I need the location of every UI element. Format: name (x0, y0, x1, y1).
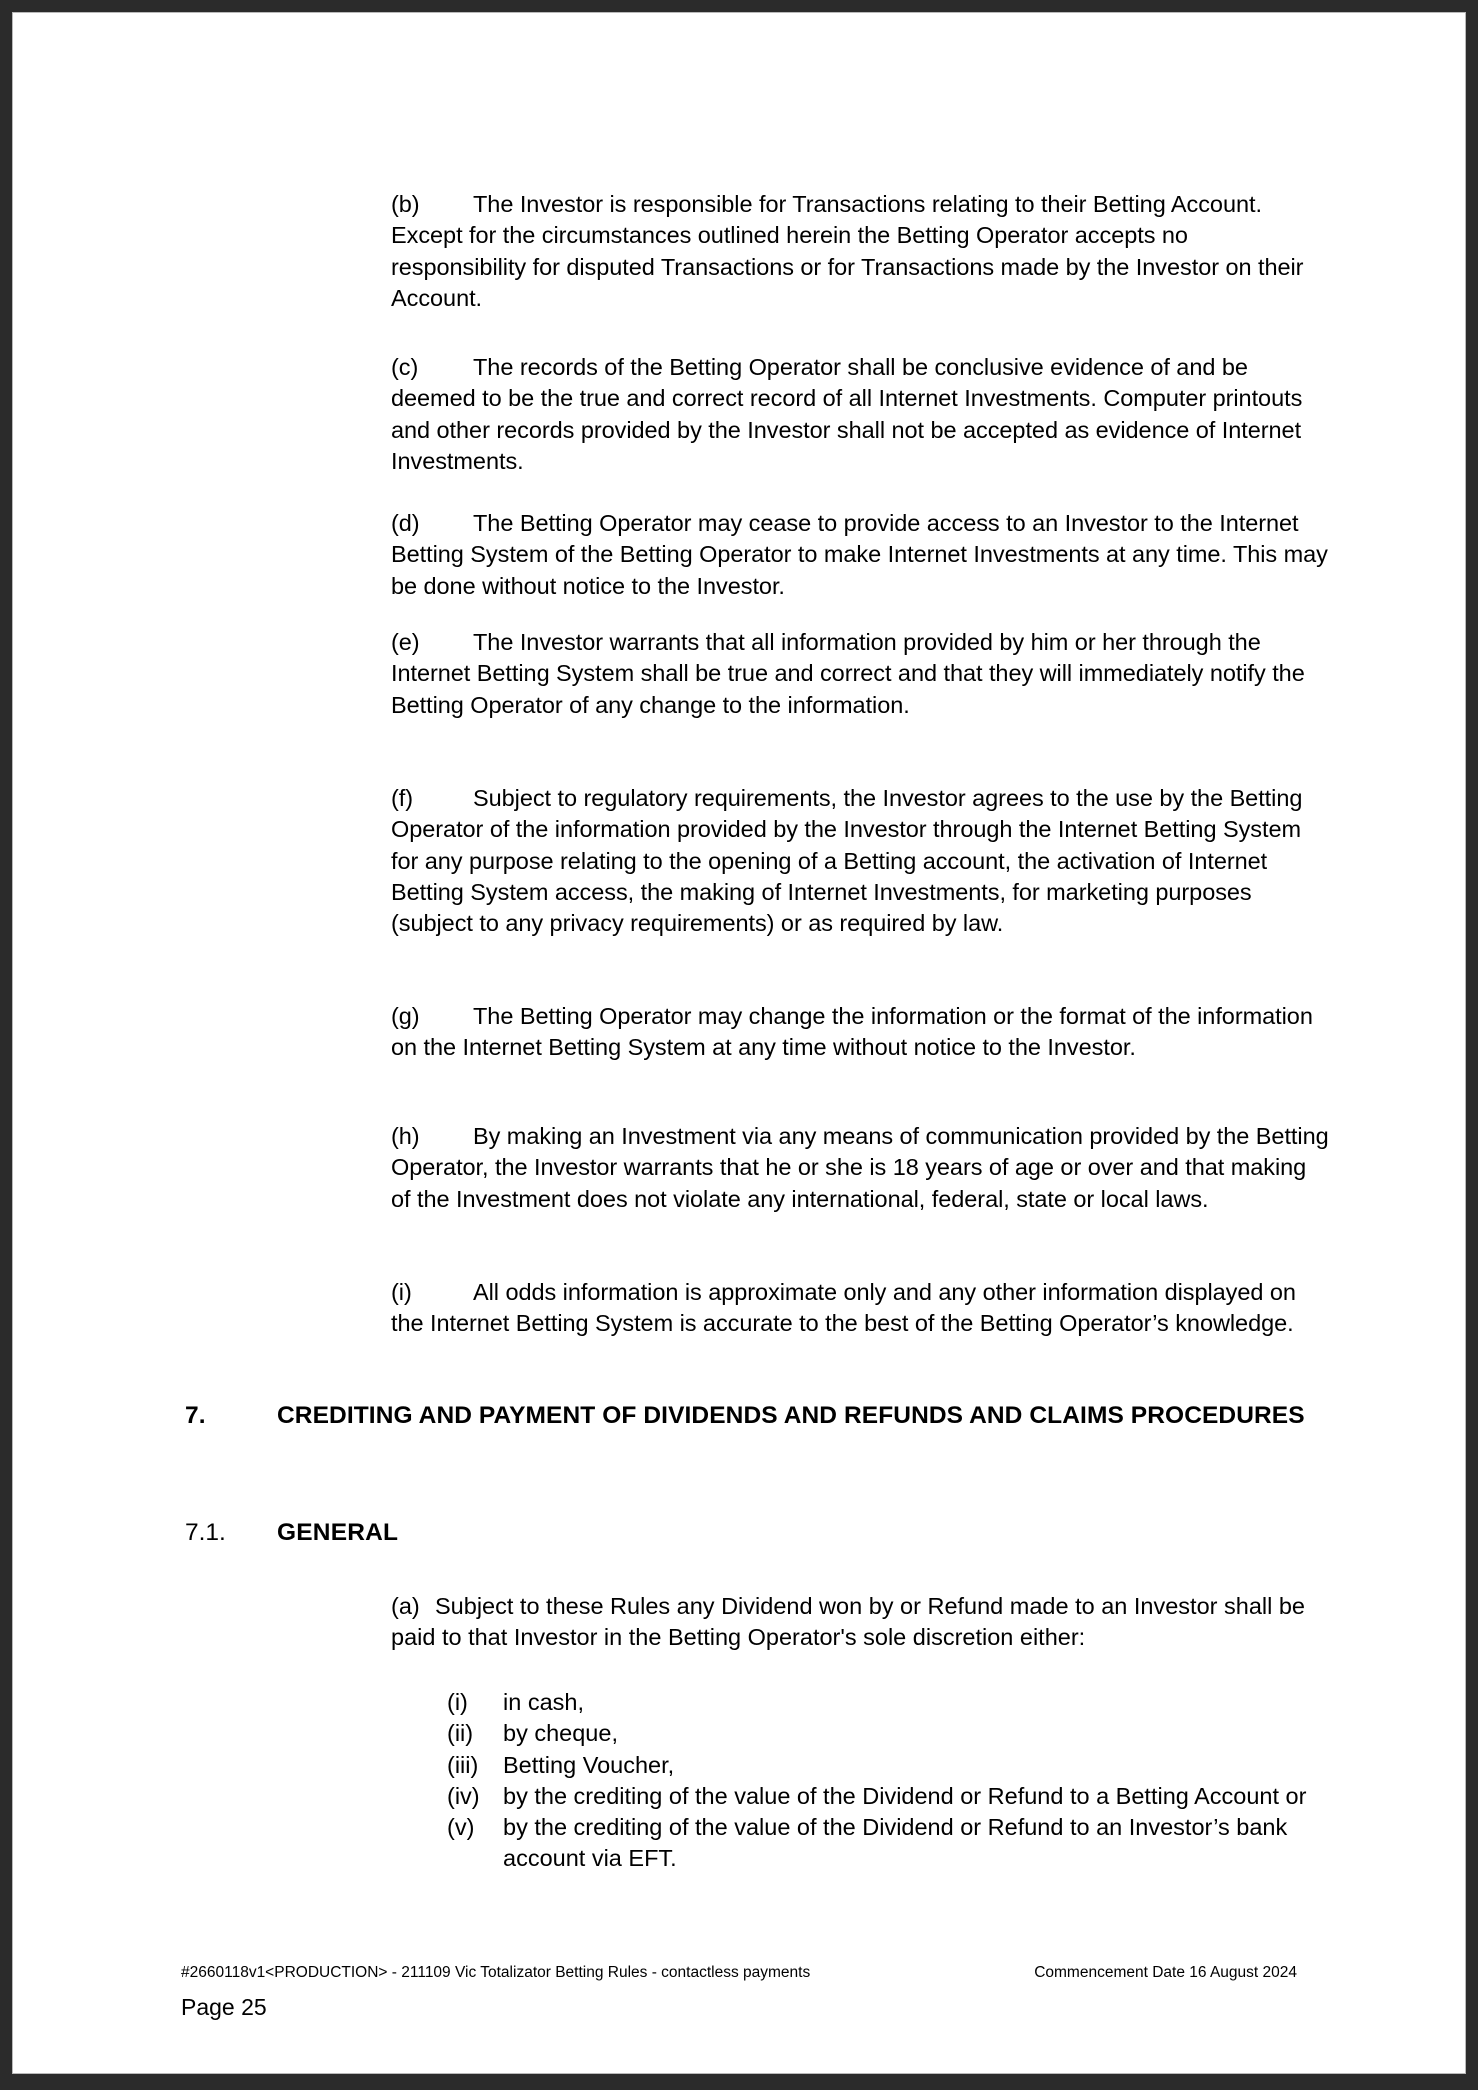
section-heading-7-1-number: 7.1. (185, 1519, 226, 1546)
clause-text-h: By making an Investment via any means of communication provided by the Betting Operator, the Investor warrants that he or she is 18 years of age or over and that making of the Investment does not violate any international, federal, state or local laws. (391, 1123, 1329, 1212)
clause-label-e: (e) (391, 629, 420, 655)
list-item-numeral: (ii) (447, 1720, 474, 1747)
clause-paragraph-e (391, 627, 1329, 721)
clause-label-d: (d) (391, 510, 420, 536)
list-item-numeral: (iv) (447, 1782, 480, 1809)
clause-paragraph-c (391, 352, 1329, 477)
clause-text-7-1-a: Subject to these Rules any Dividend won by or Refund made to an Investor shall be paid to that Investor in the Betting Operator's sole discretion either: (391, 1593, 1306, 1651)
page-content (13, 13, 1465, 2073)
footer-commencement-date: Commencement Date 16 August 2024 (1034, 1964, 1297, 1981)
clause-paragraph-h (391, 1121, 1329, 1215)
clause-text-c: The records of the Betting Operator shall be conclusive evidence of and be deemed to be the true and correct record of all Internet Investments. Computer printouts and other records provided by the Investor shall not be accepted as evidence of Internet Investments. (391, 354, 1303, 474)
list-item-label: by cheque, (503, 1720, 618, 1747)
clause-text-f: Subject to regulatory requirements, the Investor agrees to the use by the Betting Operator of the information provided by the Investor through the Internet Betting System for any purpose relating to the opening of a Betting account, the activation of Internet Betting System access, the making of Internet Investments, for marketing purposes (subject to any privacy requirements) or as required by law. (391, 785, 1303, 937)
clause-label-f: (f) (391, 785, 414, 811)
clause-paragraph-f (391, 783, 1329, 939)
list-item-label: Betting Voucher, (503, 1751, 675, 1778)
list-item (447, 1687, 1347, 1718)
clause-text-i: All odds information is approximate only and any other information displayed on the Internet Betting System is accurate to the best of the Betting Operator’s knowledge. (391, 1279, 1296, 1337)
section-heading-7-title: CREDITING AND PAYMENT OF DIVIDENDS AND REFUNDS AND CLAIMS PROCEDURES (277, 1402, 1305, 1429)
list-item-label: by the crediting of the value of the Dividend or Refund to a Betting Account or (503, 1782, 1307, 1809)
clause-label-b: (b) (391, 191, 420, 217)
list-item-numeral: (i) (447, 1689, 468, 1715)
clause-paragraph-b (391, 189, 1329, 314)
list-item (447, 1718, 1347, 1749)
clause-text-e: The Investor warrants that all information provided by him or her through the Internet Betting System shall be true and correct and that they will immediately notify the Betting Operator of any change to the information. (391, 629, 1305, 718)
clause-paragraph-d (391, 508, 1329, 602)
document-page (12, 12, 1466, 2074)
payment-method-list (447, 1687, 1347, 1875)
list-item-label: in cash, (503, 1689, 584, 1715)
clause-label-7-1-a: (a) (391, 1593, 420, 1619)
page-footer (13, 1964, 1465, 2021)
clause-text-d: The Betting Operator may cease to provide access to an Investor to the Internet Betting System of the Betting Operator to make Internet Investments at any time. This may be done without notice to the Investor. (391, 510, 1328, 599)
clause-label-c: (c) (391, 354, 419, 380)
list-item-label: by the crediting of the value of the Dividend or Refund to an Investor’s bank account via EFT. (503, 1814, 1288, 1872)
list-item (447, 1781, 1347, 1812)
clause-label-i: (i) (391, 1279, 412, 1305)
clause-text-b: The Investor is responsible for Transactions relating to their Betting Account. Except for the circumstances outlined herein the Betting Operator accepts no responsibility for disputed Transactions or for Transactions made by the Investor on their Account. (391, 191, 1304, 311)
clause-paragraph-7-1-a (391, 1591, 1329, 1654)
section-heading-7-1-title: GENERAL (277, 1519, 399, 1546)
clause-paragraph-g (391, 1001, 1329, 1064)
list-item (447, 1750, 1347, 1781)
clause-label-g: (g) (391, 1003, 420, 1029)
page-number: Page 25 (181, 1994, 267, 2020)
clause-text-g: The Betting Operator may change the information or the format of the information on the Internet Betting System at any time without notice to the Investor. (391, 1003, 1313, 1061)
clause-paragraph-i (391, 1277, 1329, 1340)
list-item-numeral: (v) (447, 1814, 475, 1841)
clause-label-h: (h) (391, 1123, 420, 1149)
footer-top-row (181, 1964, 1297, 1990)
list-item-numeral: (iii) (447, 1751, 479, 1778)
section-heading-7-number: 7. (185, 1402, 206, 1429)
footer-document-reference: #2660118v1<PRODUCTION> - 211109 Vic Totalizator Betting Rules - contactless payments (181, 1964, 811, 1981)
section-heading-7 (185, 1399, 1305, 1432)
list-item (447, 1812, 1347, 1875)
section-heading-7-1 (185, 1516, 1305, 1549)
